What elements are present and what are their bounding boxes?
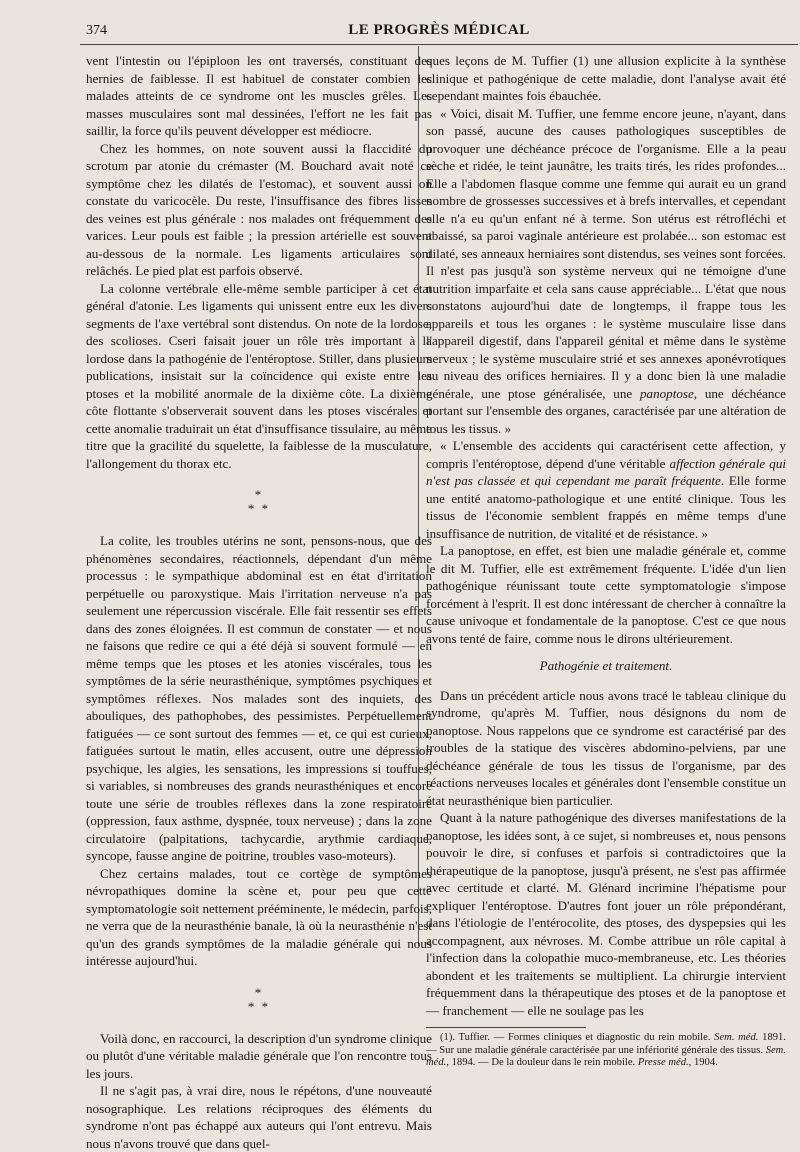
paragraph: La colite, les troubles utérins ne sont, pensons-nous, que des phénomènes secondaires, réactionnels, dépendant d'un même processus : le sympathique abdominal est en état d'irritation perpétuelle ou paroxystique. Mais l'irritation nerveuse n'a pas seulement une répercussion viscérale. Elle fait ressentir ses effets dans des zones éloignées. Il est commun de constater — et nous ne faisons que redire ce qui a été déjà si souvent formulé — en même temps que les ptoses et les atonies viscérales, tous les symptômes de la série neurasthénique, symptômes psychiques et symptômes réflexes. Nos malades sont des inquiets, des abouliques, des pathophobes, des pessimistes. Perpétuellement fatiguées — ce sont surtout des femmes — et, ce qui est curieux, fatiguées surtout le matin, elles accusent, outre une dépression psychique, les algies, les sensations, les impressions si touffues, si variables, si nombreuses des grands neurasthéniques et encore toute une série de troubles réflexes dans la zone respiratoire (oppression, faux asthme, dyspnée, toux nerveuse) ; dans la zone circulatoire (palpitations, tachycardie, arythmie cardiaque, syncope, fausse angine de poitrine, troubles vaso-moteurs).	[86, 533, 432, 863]
text-run: , une déchéance portant sur l'ensemble des organes, caractérisée par une altération de tous les tissus. »	[426, 385, 786, 436]
paragraph: Quant à la nature pathogénique des diverses manifestations de la panoptose, les idées sont, à ce sujet, si nombreuses et, nous pensons pouvoir le dire, si confuses et parfois si contradictoires que la thérapeutique de la panoptose, jusqu'à présent, ne s'est pas affirmée avec certitude et clarté. M. Glénard incrimine l'hépatisme pour expliquer l'entéroptose. D'autres font jouer un rôle prépondérant, dans l'étiologie de l'entérocolite, des ptoses, des dyspepsies qui les accompagnent, aux névroses. M. Combe attribue un rôle capital à l'infection dans la colopathie muco-membraneuse, etc. Les théories abondent et les traitements se multiplient. La chirurgie intervient fréquemment dans la thérapeutique des ptoses et de la panoptose et — franchement — elle ne soulage pas les	[426, 810, 786, 1018]
paragraph: vent l'intestin ou l'épiploon les ont traversés, constituant des hernies de faiblesse. Il est habituel de constater combien les malades atteints de ce syndrome ont les muscles grêles. Les masses musculaires sont mal dessinées, l'effort ne les fait pas saillir, la force qu'ils peuvent développer est médiocre.	[86, 53, 432, 138]
asterism: * *	[247, 501, 271, 516]
text-run: « L'ensemble des accidents qui caractérisent cette affection, y compris l'entéroptose, dépend d'une véritable	[426, 438, 786, 471]
paragraph	[426, 105, 786, 438]
text-run: , 1894. — De la douleur dans le rein mobile.	[446, 1057, 638, 1068]
journal-title: LE PROGRÈS MÉDICAL	[348, 22, 530, 38]
paragraph: Voilà donc, en raccourci, la description d'un syndrome clinique ou plutôt d'une véritable maladie générale que l'on rencontre tous les jours.	[86, 1030, 432, 1081]
emphasis: Sem. méd.	[714, 1032, 759, 1043]
paragraph	[426, 437, 786, 542]
text-run: (1). Tuffier. — Formes cliniques et diagnostic du rein mobile.	[440, 1032, 715, 1043]
section-ornament	[86, 488, 432, 516]
text-run: . Elle forme une entité anatomo-pathologique et une entité clinique. Tous les tissus de l'économie semblent frappés en même temps d'une insuffisance de nutrition, de vitalité et de résistance. »	[426, 473, 787, 541]
text-run: , 1904.	[688, 1057, 718, 1068]
section-heading: Pathogénie et traitement.	[539, 658, 673, 673]
text-run: « Voici, disait M. Tuffier, une femme encore jeune, n'ayant, dans son passé, aucune des causes pathologiques susceptibles de provoquer une déchéance précoce de l'organisme. Elle a la peau sèche et ridée, le teint jaunâtre, les traits tirés, les rides profondes... Elle a l'abdomen flasque comme une femme qui aurait eu un grand nombre de grossesses successives et à brefs intervalles, et cependant elle n'a eu qu'un enfant né à terme. Son utérus est rétrofléchi et abaissé, sa paroi vaginale antérieure est prolabée... son estomac est dilaté, ses anneaux herniaires sont distendus, ses veines sont forcées. Il n'est pas jusqu'à son système nerveux qui ne témoigne d'une nutrition imparfaite et cela sans cause appréciable... L'état que nous constatons aujourd'hui date de longtemps, il frappe tous les appareils et tous les organes : le système musculaire lisse dans l'appareil digestif, dans l'appareil génital et même dans le système nerveux ; le système musculaire strié et ses annexes aponévrotiques au niveau des orifices herniaires. Il y a donc bien là une maladie générale, une ptose généralisée, une	[426, 105, 786, 401]
right-column	[426, 52, 786, 1070]
text-run: 1891. — Sur une maladie générale caractérisée par une infériorité générale des tissus.	[426, 1032, 786, 1056]
paragraph: Chez certains malades, tout ce cortège de symptômes névropathiques domine la scène et, pour peu que cette symptomatologie soit nettement prééminente, le médecin, parfois, ne verra que de la neurasthénie banale, là où la neurasthénie n'est qu'un des grands symptômes de la maladie générale qui nous intéresse aujourd'hui.	[86, 865, 432, 968]
emphasis: affection générale qui n'est pas classée et qui cependant me paraît fréquente	[426, 455, 787, 488]
paragraph: La colonne vertébrale elle-même semble participer à cet état général d'atonie. Les ligaments qui unissent entre eux les divers segments de l'axe vertébral sont distendus. On note de la lordose, des scolioses. Cseri faisait jouer un rôle très important à la lordose dans la pathogénie de l'entéroptose. Stiller, dans plusieurs publications, insistait sur la coïncidence qui existe entre les ptoses et la mobilité anormale de la dixième côte. La dixième côte flottante s'observerait souvent dans les ptoses viscérales et cette anomalie traduirait un état d'insuffisance tissulaire, au même titre que la gracilité du squelette, la faiblesse de la musculature, l'allongement du thorax etc.	[86, 280, 432, 471]
footnote-rule	[426, 1027, 586, 1028]
paragraph: Dans un précédent article nous avons tracé le tableau clinique du syndrome, qu'après M. Tuffier, nous désignons du nom de panoptose. Nous rappelons que ce syndrome est caractérisé par des troubles de la statique des viscères abdomino-pelviens, par une déchéance générale de tous les tissus de l'organisme, par des réactions nerveuses locales et générales dont l'ensemble constitue un état neurasthénique bien particulier.	[426, 687, 786, 808]
paragraph: Chez les hommes, on note souvent aussi la flaccidité du scrotum par atonie du crémaster (M. Bouchard avait noté ce symptôme chez les dilatés de l'estomac), et souvent aussi on constate du varicocèle. Du reste, l'insuffisance des fibres lisses des veines est plus générale : nos malades ont fréquemment des varices. Leur pouls est faible ; la pression artérielle est souvent au-dessous de la normale. Les ligaments articulaires sont relâchés. Le pied plat est parfois observé.	[86, 140, 432, 278]
asterism: *	[254, 984, 264, 1000]
left-column	[86, 52, 432, 1152]
emphasis: Sem. méd.	[426, 1044, 786, 1068]
paragraph: La panoptose, en effet, est bien une maladie générale et, comme le dit M. Tuffier, elle est extrêmement fréquente. L'idée d'un lien pathogénique réunissant toute cette symptomatologie s'impose forcément à l'esprit. Il est donc intéressant de chercher à connaître la cause univoque et fondamentale de la panoptose. C'est ce que nous avons tenté de faire, comme nous le dirons ultérieurement.	[426, 543, 786, 646]
footnote	[426, 1032, 786, 1070]
running-header	[80, 22, 798, 45]
emphasis: Presse méd.	[637, 1057, 689, 1068]
asterism: * *	[247, 998, 271, 1014]
page-number: 374	[86, 23, 107, 38]
emphasis: panoptose	[639, 385, 694, 401]
asterism: *	[254, 487, 264, 502]
paragraph: Il ne s'agit pas, à vrai dire, nous le répétons, d'une nouveauté nosographique. Les relations réciproques des éléments du syndrome n'ont pas échappé aux auteurs qui l'ont entrevu. Mais nous n'avons trouvé que dans quel-	[86, 1083, 432, 1151]
section-ornament	[86, 986, 432, 1014]
paragraph: ques leçons de M. Tuffier (1) une allusion explicite à la synthèse clinique et pathogénique de cette maladie, dont l'analyse avait été cependant maintes fois ébauchée.	[426, 53, 786, 103]
